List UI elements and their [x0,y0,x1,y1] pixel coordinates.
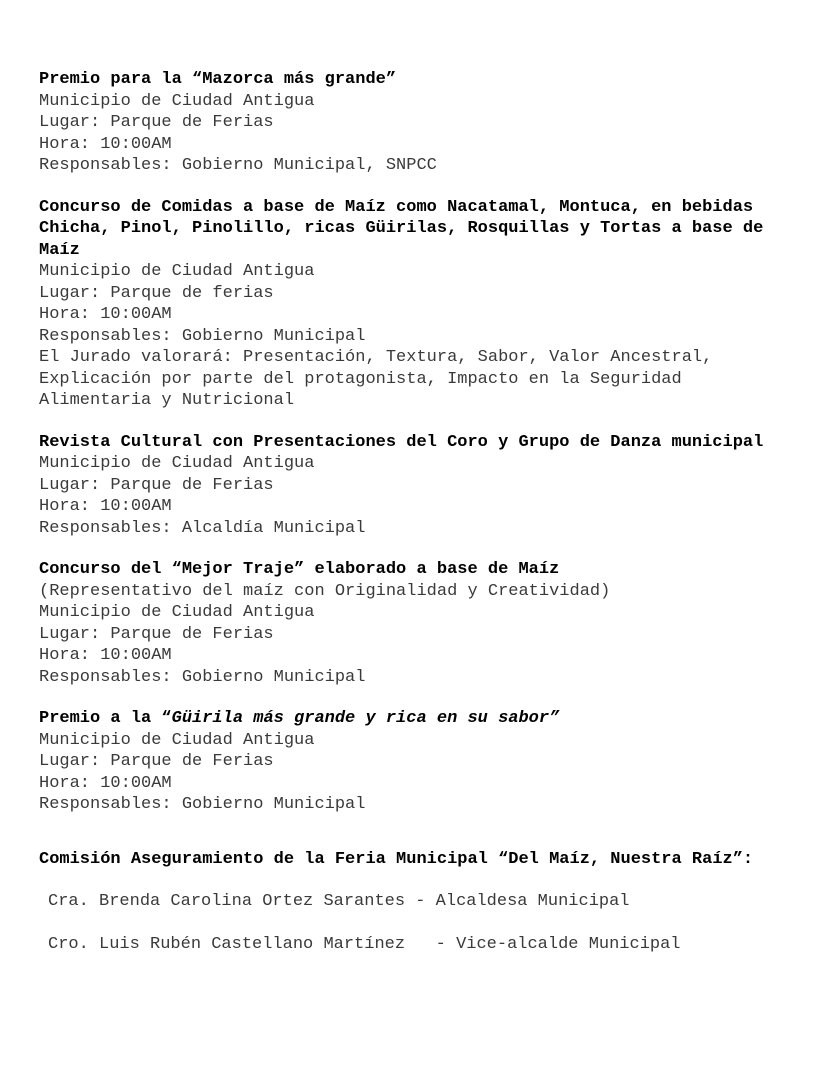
section-title: Concurso del “Mejor Traje” elaborado a base de Maíz [39,560,560,579]
section-traje [39,559,799,688]
section-line: Lugar: Parque de Ferias [39,752,274,771]
section-mazorca [39,69,799,177]
section-line: Lugar: Parque de ferias [39,283,274,303]
section-line: Lugar: Parque de Ferias [39,113,274,132]
section-line: El Jurado valorará: Presentación, Textura, Sabor, Valor Ancestral, Explicación por parte del protagonista, Impacto en la Seguridad Alimentaria y Nutricional [39,348,723,410]
section-title: Revista Cultural con Presentaciones del Coro y Grupo de Danza municipal [39,432,764,452]
section-line: Responsables: Gobierno Municipal [39,667,366,687]
section-line: Responsables: Gobierno Municipal [39,795,366,814]
title-italic: Güirila más grande y rica en su sabor” [171,709,560,728]
commission-title: Comisión Aseguramiento de la Feria Municipal “Del Maíz, Nuestra Raíz”: [39,849,754,869]
title-prefix: Premio a la “ [39,709,172,728]
section-title: Premio para la “Mazorca más grande” [39,70,397,89]
section-line: (Representativo del maíz con Originalidad y Creatividad) [39,581,611,601]
section-line: Municipio de Ciudad Antigua [39,262,315,281]
section-line: Lugar: Parque de Ferias [39,475,274,495]
section-line: Hora: 10:00AM [39,497,172,516]
section-revista [39,432,799,540]
section-line: Municipio de Ciudad Antigua [39,91,315,111]
section-line: Municipio de Ciudad Antigua [39,603,315,622]
section-title [39,708,799,730]
section-line: Responsables: Alcaldía Municipal [39,518,366,538]
document-page [39,69,799,955]
section-comidas [39,197,799,412]
section-line: Hora: 10:00AM [39,646,172,665]
section-guirila [39,708,799,816]
commission-member: Cro. Luis Rubén Castellano Martínez - Vice-alcalde Municipal [48,934,681,954]
section-line: Municipio de Ciudad Antigua [39,730,315,750]
section-line: Municipio de Ciudad Antigua [39,454,315,473]
section-line: Hora: 10:00AM [39,305,172,324]
section-line: Responsables: Gobierno Municipal, SNPCC [39,156,437,175]
section-line: Hora: 10:00AM [39,773,172,793]
section-title: Concurso de Comidas a base de Maíz como Nacatamal, Montuca, en bebidas Chicha, Pinol, Pinolillo, ricas Güirilas, Rosquillas y Tortas a base de Maíz [39,197,764,260]
section-line: Responsables: Gobierno Municipal [39,326,366,346]
section-line: Lugar: Parque de Ferias [39,624,274,644]
commission-section [39,849,799,956]
commission-member: Cra. Brenda Carolina Ortez Sarantes - Alcaldesa Municipal [48,892,630,911]
section-line: Hora: 10:00AM [39,134,172,154]
